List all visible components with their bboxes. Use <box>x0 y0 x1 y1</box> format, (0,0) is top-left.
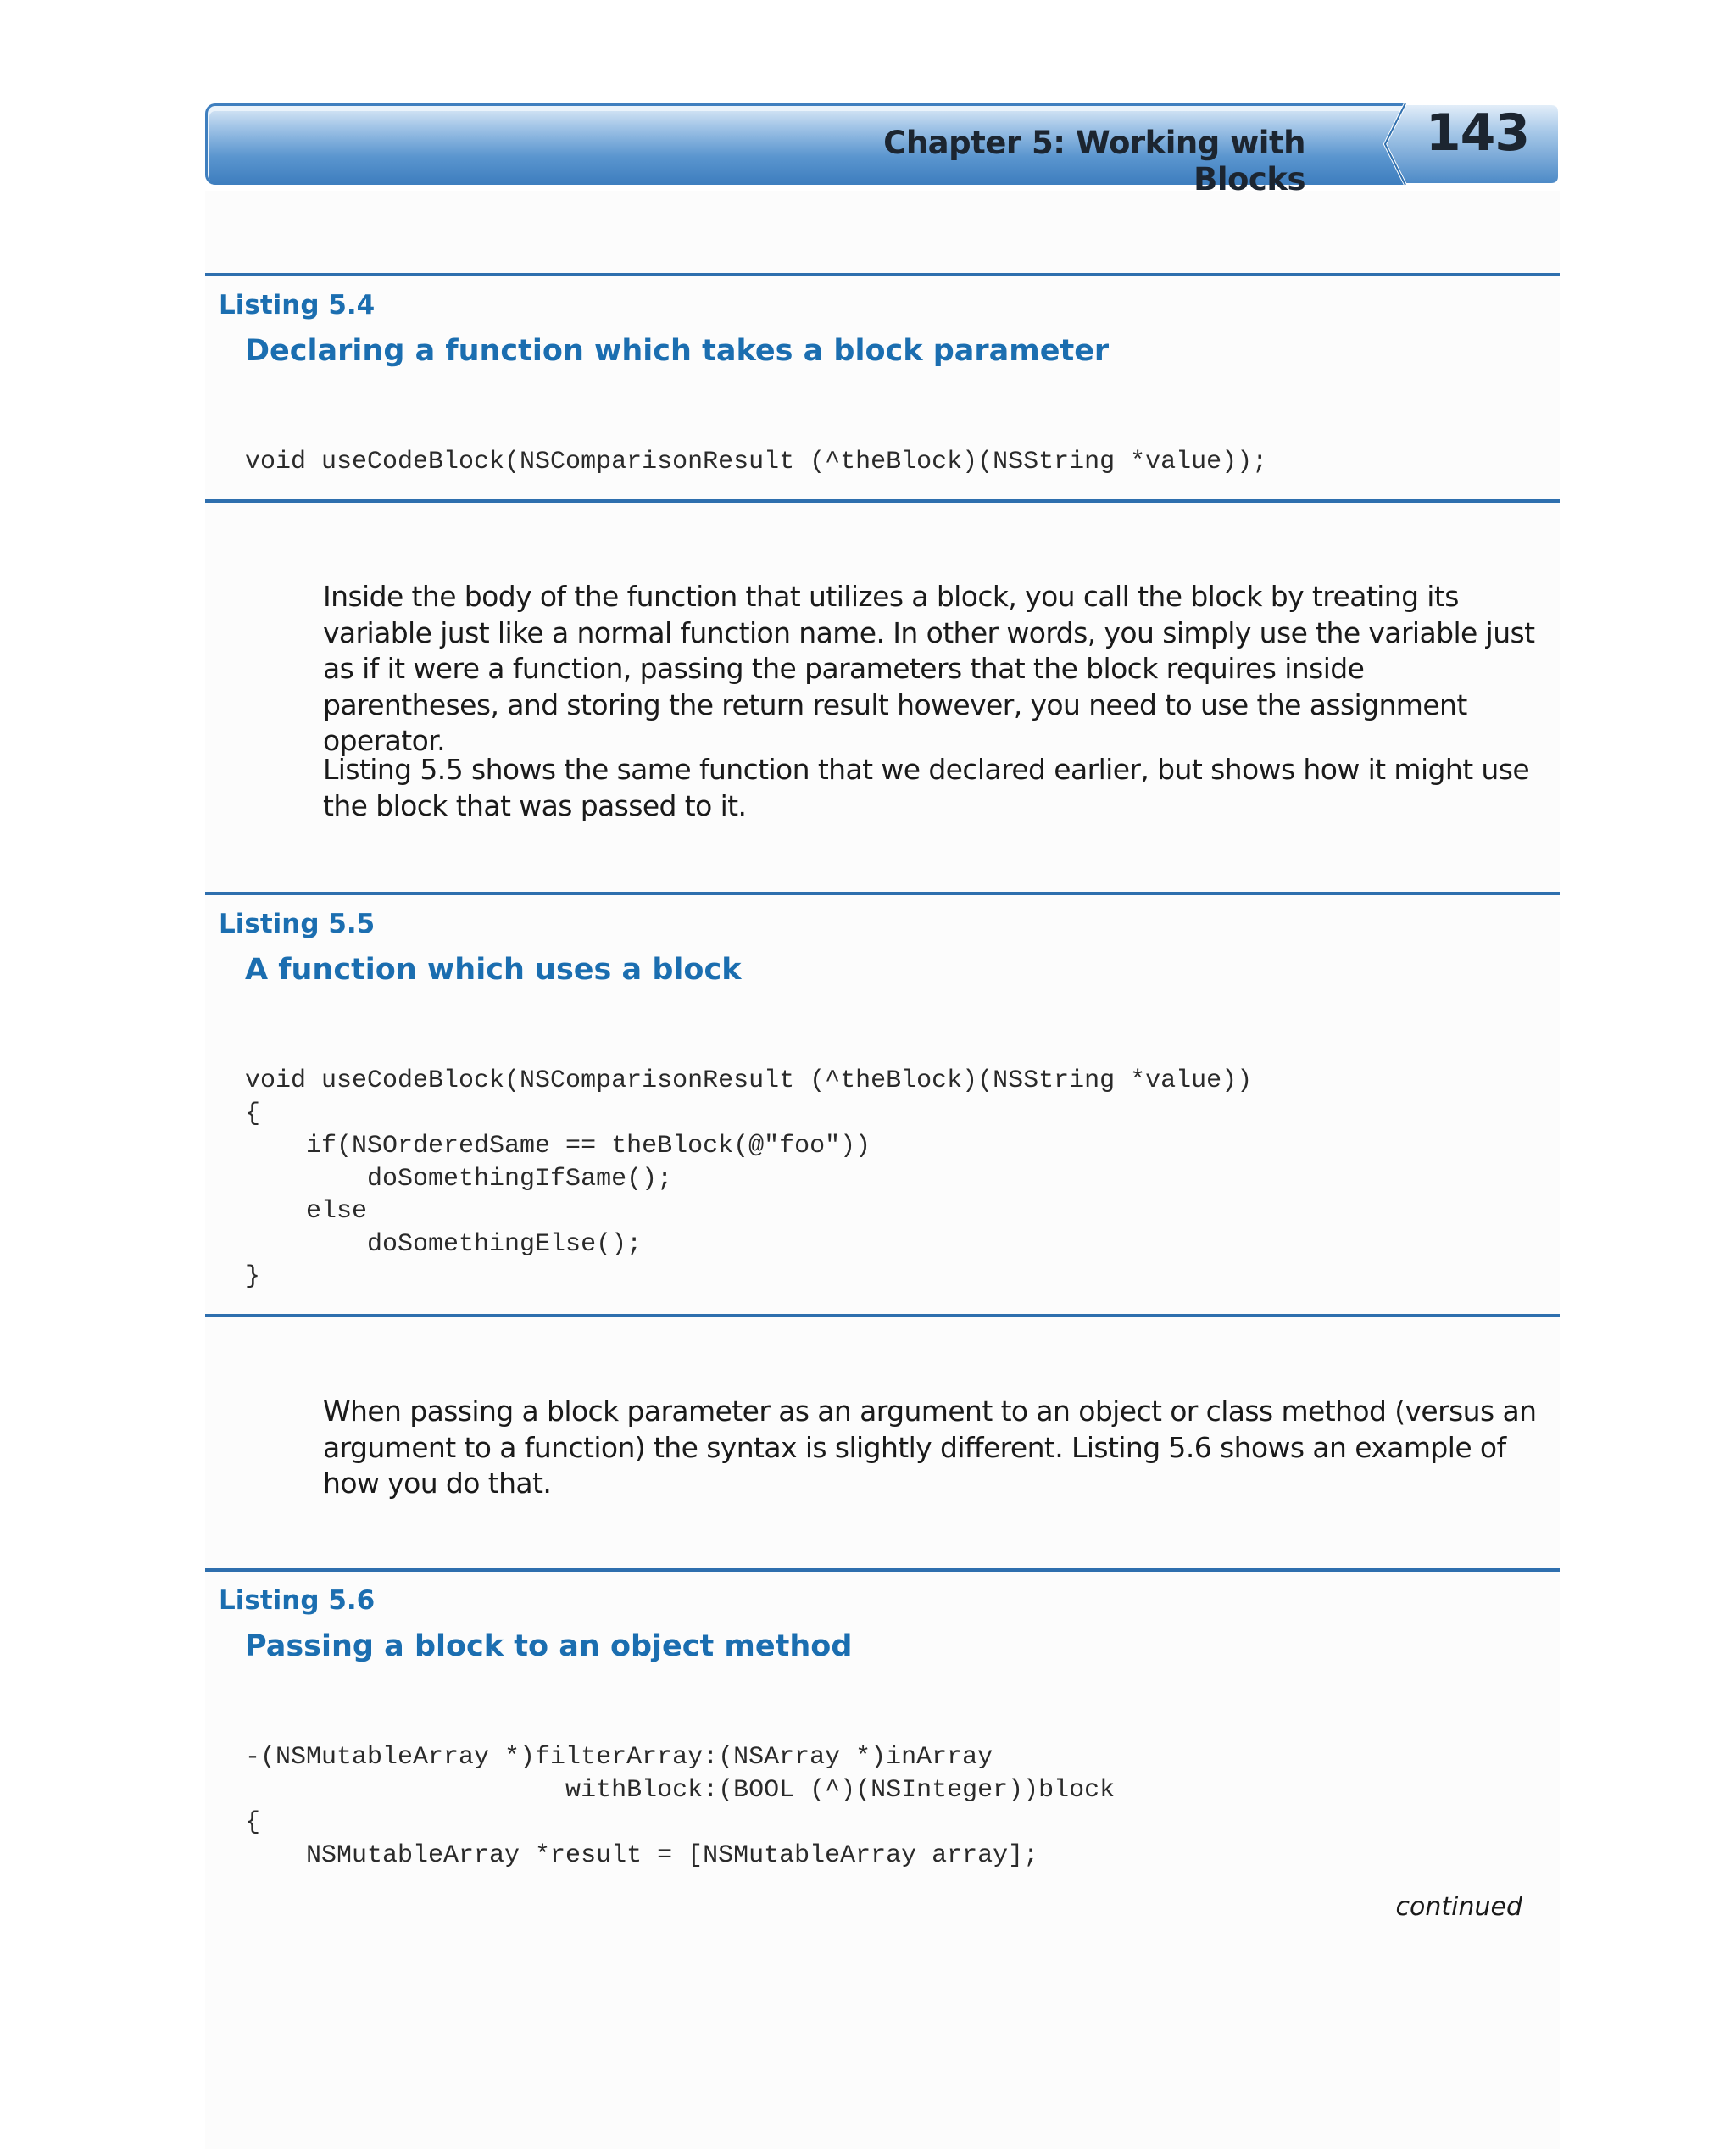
code-block: -(NSMutableArray *)filterArray:(NSArray *)inArray withBlock:(BOOL (^)(NSInteger))block { NSMutableArray *result = [NSMutableArray array]; <box>245 1743 1116 1870</box>
listing-label: Listing 5.5 <box>219 909 376 939</box>
body-paragraph: Listing 5.5 shows the same function that we declared earlier, but shows how it might use the block that was passed to it. <box>323 753 1530 822</box>
listing-title: Passing a block to an object method <box>245 1629 853 1663</box>
chapter-title: Chapter 5: Working with Blocks <box>883 125 1305 198</box>
listing-top-rule <box>205 892 1560 895</box>
page-number: 143 <box>1425 103 1530 163</box>
listing-bottom-rule <box>205 1314 1560 1317</box>
listing-top-rule <box>205 273 1560 276</box>
listing-label: Listing 5.4 <box>219 290 376 320</box>
code-block: void useCodeBlock(NSComparisonResult (^theBlock)(NSString *value)) { if(NSOrderedSame == theBlock(@"foo")) doSomethingIfSame(); else doSomethingElse(); } <box>245 1066 1253 1291</box>
listing-top-rule <box>205 1568 1560 1572</box>
continued-note: continued <box>1395 1892 1522 1922</box>
body-paragraph: Inside the body of the function that utilizes a block, you call the block by treating its variable just like a normal function name. In other words, you simply use the variable just as if it were a function, passing the parameters that the block requires inside parentheses, and storing the return result however, you need to use the assignment operator. <box>323 580 1535 757</box>
listing-title: Declaring a function which takes a block parameter <box>245 334 1110 368</box>
listing-title: A function which uses a block <box>245 953 742 987</box>
listing-bottom-rule <box>205 499 1560 503</box>
listing-label: Listing 5.6 <box>219 1585 376 1616</box>
code-block: void useCodeBlock(NSComparisonResult (^theBlock)(NSString *value)); <box>245 448 1268 476</box>
body-paragraph: When passing a block parameter as an argument to an object or class method (versus an argument to a function) the syntax is slightly different. Listing 5.6 shows an example of how you do that. <box>323 1395 1537 1500</box>
